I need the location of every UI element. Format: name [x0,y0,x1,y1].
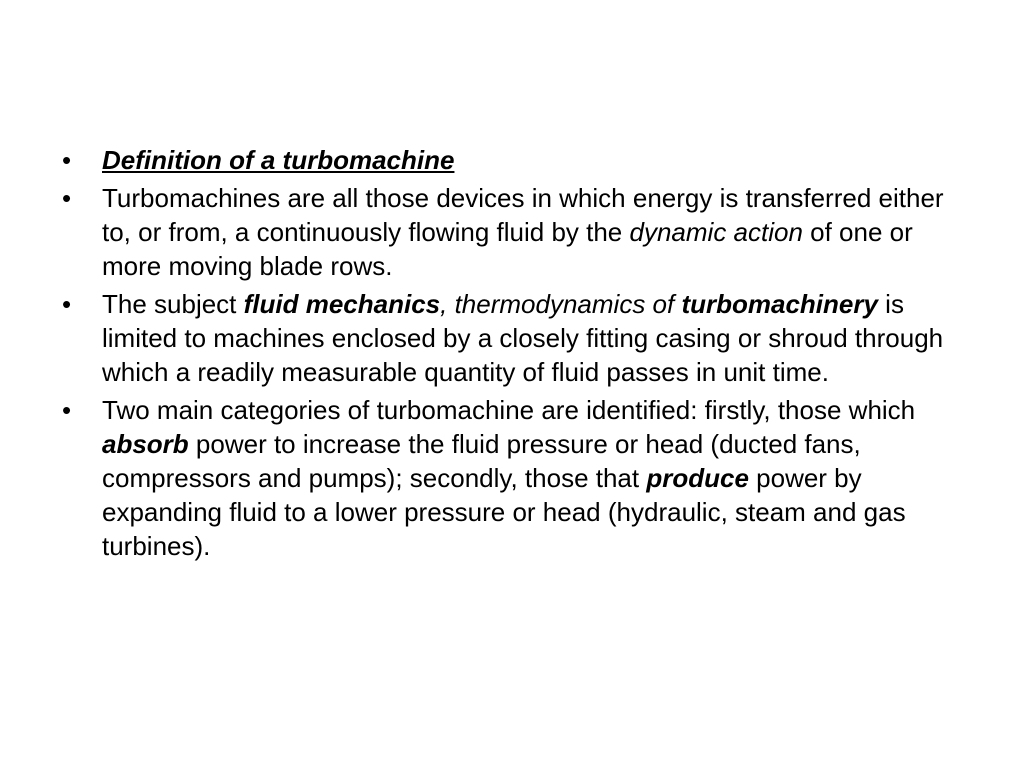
bullet-text: power to increase the fluid pressure or head (ducted fans, compressors and pumps); secondly, those that [102,429,861,493]
bullet-item-turbomachine-definition [60,181,970,283]
emphasis-text: dynamic action [629,217,803,247]
emphasis-text: fluid mechanics [243,289,441,319]
bullet-list [60,143,970,567]
emphasis-text: absorb [102,429,189,459]
emphasis-text: produce [646,463,749,493]
bullet-text: Turbomachines are all those devices in which energy is transferred either to, or from, a continuously flowing fluid by the [102,183,944,247]
bullet-item-categories [60,393,970,563]
emphasis-text: , thermodynamics of [440,289,682,319]
bullet-text: is limited to machines enclosed by a closely fitting casing or shroud through which a readily measurable quantity of fluid passes in unit time. [102,289,944,387]
bullet-dot: • [62,183,72,213]
bullet-text: The subject [102,289,244,319]
bullet-text: power by expanding fluid to a lower pressure or head (hydraulic, steam and gas turbines). [102,463,906,561]
bullet-dot: • [62,145,72,175]
bullet-item-subject-scope [60,287,970,389]
bullet-item-definition-heading [60,143,970,177]
bullet-text: of one or more moving blade rows. [102,217,913,281]
bullet-dot: • [62,395,72,425]
bullet-dot: • [62,289,72,319]
definition-heading: Definition of a turbomachine [102,145,455,175]
emphasis-text: turbomachinery [681,289,878,319]
bullet-text: Two main categories of turbomachine are identified: firstly, those which [102,395,916,425]
